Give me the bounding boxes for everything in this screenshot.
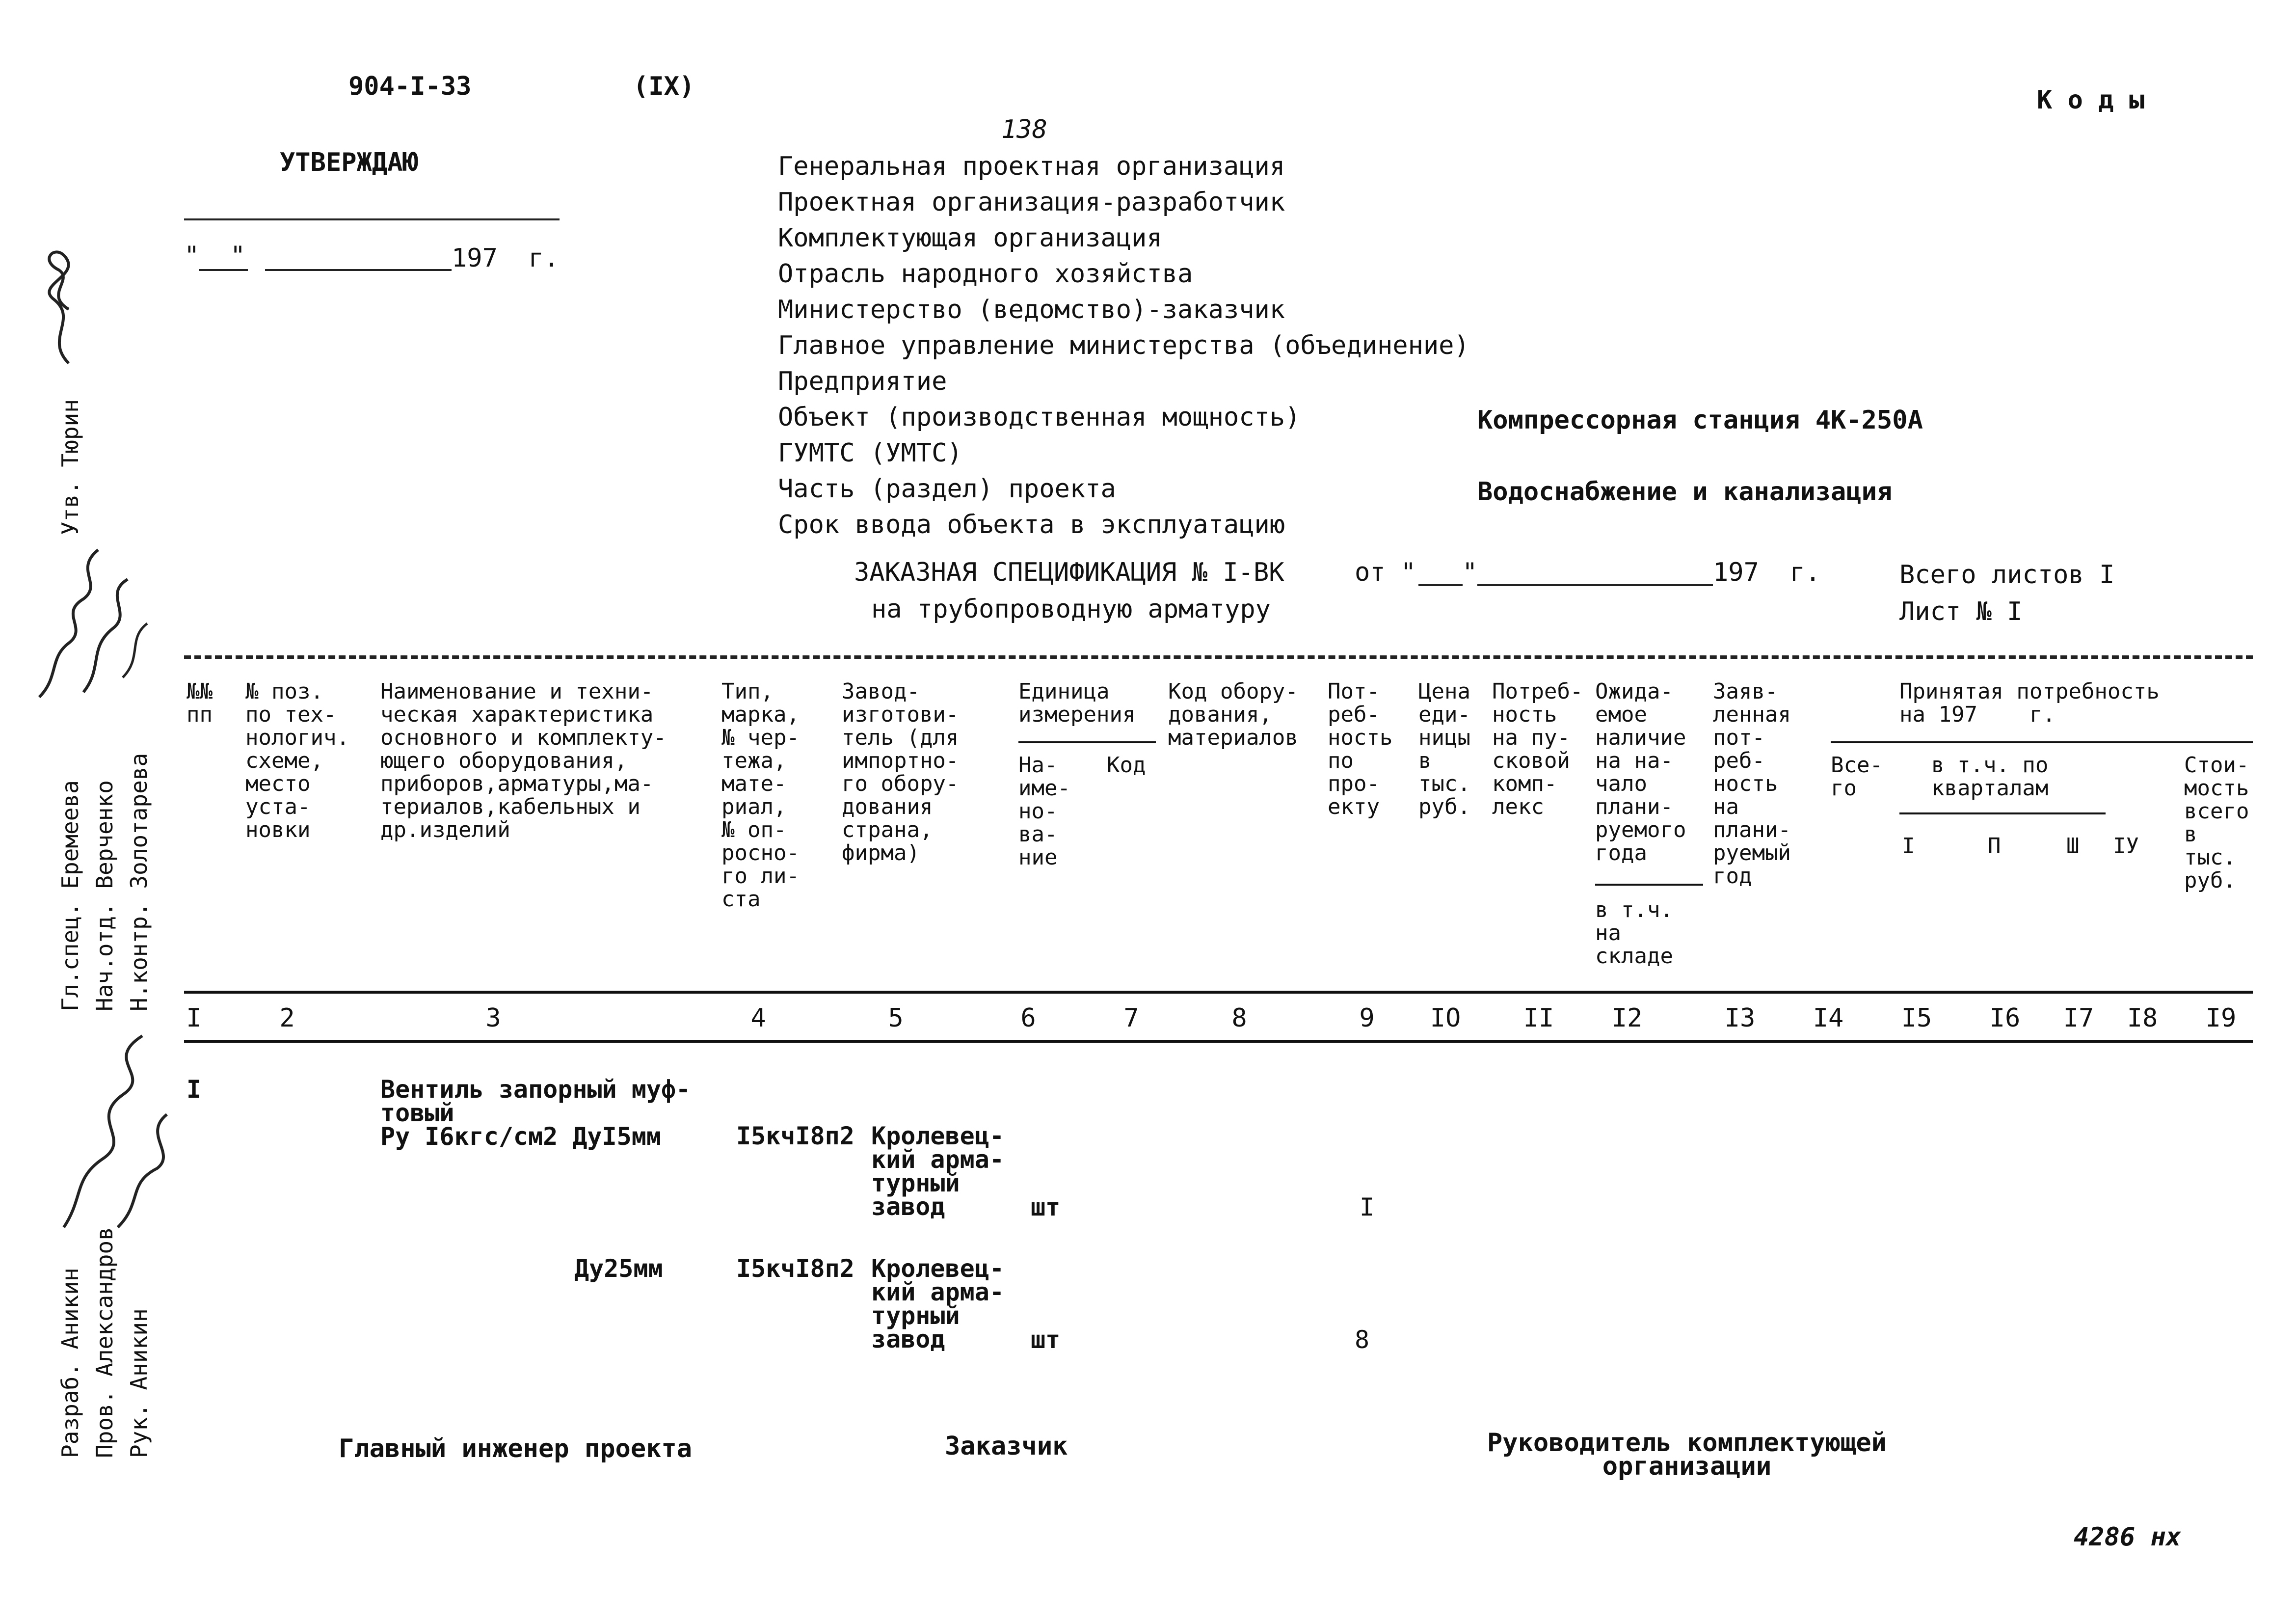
header-unit: Единица измерения [1018,679,1136,727]
column-number: 6 [1020,1003,1036,1033]
section-number: (IX) [633,72,695,101]
header-accepted: Принятая потребность на 197 г. [1899,679,2160,727]
date-quotes: " " [184,241,246,270]
supplier-head-label: Руководитель комплектующей организации [1487,1428,1887,1481]
column-number: I2 [1611,1003,1643,1033]
header-col-19: Стои- мость всего в тыс. руб. [2184,753,2249,893]
header-col-6: На- име- но- ва- ние [1018,753,1070,870]
department-head-entry: Нач.отд. Верченко [91,780,118,1011]
column-number: I7 [2063,1003,2094,1033]
approve-label: УТВЕРЖДАЮ [280,148,418,177]
column-number: I6 [1989,1003,2021,1033]
column-number: I8 [2127,1003,2158,1033]
signature-top [25,241,93,368]
column-number: 9 [1359,1003,1375,1033]
doc-number: 904-I-33 [348,72,472,101]
header-col-10: Цена еди- ницы в тыс. руб. [1418,679,1470,819]
header-q4: ІУ [2113,834,2139,859]
column-number: I9 [2205,1003,2237,1033]
header-col-5: Завод- изготови- тель (для импортно- го обору- дования страна, фирма) [842,679,959,866]
org-field: Отрасль народного хозяйства [778,259,1193,289]
head-entry: Рук. Аникин [126,1308,152,1458]
object-value: Компрессорная станция 4К-250А [1477,406,1923,435]
header-quarters: в т.ч. по кварталам [1931,753,2049,801]
item-type: I5кчI8п2 [736,1122,854,1150]
header-col-11: Потреб- ность на пу- сковой комп- лекс [1492,679,1583,819]
item-maker: Кролевец- кий арма- турный завод [871,1254,1004,1353]
column-number: IO [1430,1003,1461,1033]
header-col-12-top: Ожида- емое наличие на на- чало плани- руемого года [1595,679,1686,866]
header-col-3: Наименование и техни- ческая характеристика основного и комплекту- ющего оборудования, приборов,арматуры,ма- териалов,кабельных и др.изделий [380,679,667,842]
header-q1: I [1902,834,1915,859]
accepted-divider [1831,741,2253,743]
org-field: Генеральная проектная организация [778,152,1285,181]
developer-entry: Разраб. Аникин [57,1268,83,1458]
header-col-13: Заяв- ленная пот- реб- ность на плани- руемый год [1713,679,1791,889]
approved-entry: Утв. Тюрин [57,399,83,535]
item-type: I5кчI8п2 [736,1254,854,1283]
item-unit: шт [1031,1193,1061,1221]
column-number: 4 [750,1003,766,1033]
quarters-divider [1899,812,2106,814]
signature-group [29,530,157,707]
codes-label: К о д ы [2037,85,2145,115]
header-col-8: Код обору- дования, материалов [1168,679,1298,750]
column-number-rule [184,1040,2253,1043]
org-field: Проектная организация-разработчик [778,188,1285,217]
header-col-2: № поз. по тех- нологич. схеме, место уста- новки [245,679,349,842]
org-field: Главное управление министерства (объединение) [778,331,1469,360]
column-number: I [186,1003,202,1033]
org-field: Комплектующая организация [778,223,1162,253]
org-field: Министерство (ведомство)-заказчик [778,295,1285,325]
header-col-7: Код [1107,753,1146,778]
total-sheets: Всего листов I [1899,560,2115,590]
date-year: 197 г. [452,243,560,273]
customer-label: Заказчик [945,1432,1068,1461]
org-field: ГУМТС (УМТС) [778,438,962,468]
column-number: II [1523,1003,1554,1033]
header-col-1: №№ пп [187,679,213,727]
spec-date-month-line [1477,584,1713,586]
item-name: Вентиль запорный муф- товый Ру I6кгс/см2 ДуI5мм [380,1075,691,1151]
spec-date-from: от " " [1355,558,1478,587]
column-number: I4 [1813,1003,1844,1033]
column-number: 5 [888,1003,904,1033]
header-col-4: Тип, марка, № чер- тежа, мате- риал, № оп- росно- го ли- ста [721,679,800,912]
item-quantity: I [1360,1193,1375,1221]
chief-specialist-entry: Гл.спец. Еремеева [57,780,83,1011]
part-value: Водоснабжение и канализация [1477,477,1893,507]
checker-entry: Пров. Александров [91,1227,118,1458]
approve-signature-line [184,218,560,220]
table-top-rule [184,655,2253,659]
item-quantity: 8 [1355,1325,1370,1354]
item-name: Ду25мм [574,1254,663,1283]
header-q3: Ш [2066,834,2080,859]
org-field: Часть (раздел) проекта [778,474,1116,504]
header-bottom-rule [184,991,2253,994]
page-number: 138 [1001,115,1047,144]
column-number: I5 [1901,1003,1932,1033]
column-number: 3 [485,1003,501,1033]
item-unit: шт [1031,1325,1061,1354]
header-col-9: Пот- реб- ность по про- екту [1328,679,1393,819]
date-month-line [265,269,452,271]
header-col-12-bottom: в т.ч. на складе [1595,897,1673,969]
signature-bottom [44,1021,182,1237]
org-field: Срок ввода объекта в эксплуатацию [778,510,1285,540]
column-number: 7 [1123,1003,1139,1033]
spec-title: ЗАКАЗНАЯ СПЕЦИФИКАЦИЯ № I-ВК [854,558,1284,587]
sheet-number: Лист № I [1899,597,2023,626]
unit-divider [1018,741,1156,743]
column-number: 8 [1231,1003,1247,1033]
row-number: I [187,1075,202,1104]
spec-subtitle: на трубопроводную арматуру [871,595,1271,624]
column-number: 2 [279,1003,295,1033]
date-day-line [199,269,248,271]
org-field: Предприятие [778,367,947,396]
chief-engineer-label: Главный инженер проекта [339,1434,693,1463]
header-col-14: Все- го [1831,753,1883,801]
col12-divider [1595,884,1703,886]
norm-control-entry: Н.контр. Золотарева [126,753,152,1011]
header-q2: П [1988,834,2001,859]
org-field: Объект (производственная мощность) [778,403,1301,432]
spec-year: 197 г. [1713,558,1821,587]
column-number: I3 [1724,1003,1756,1033]
item-maker: Кролевец- кий арма- турный завод [871,1122,1004,1221]
archive-stamp: 4286 нх [2074,1522,2182,1552]
spec-date-day-line [1418,584,1463,586]
